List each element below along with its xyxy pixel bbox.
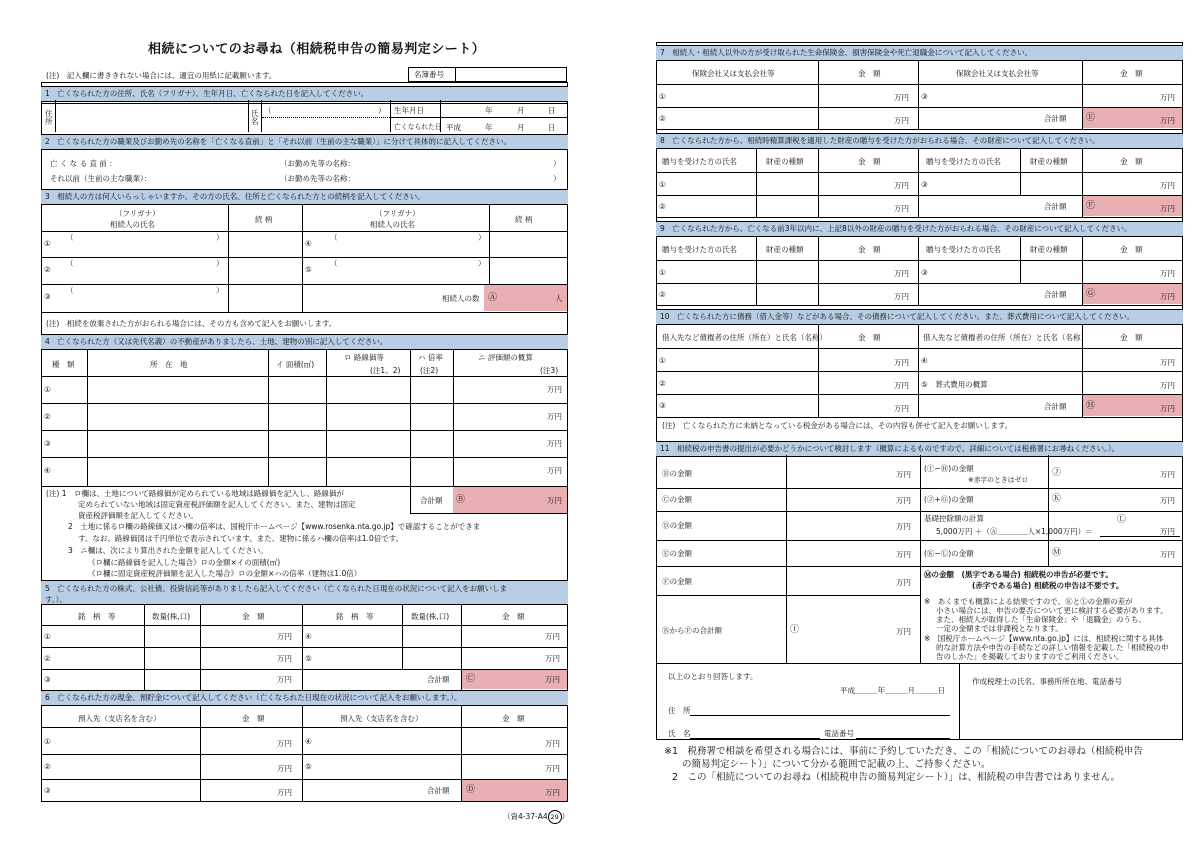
job-close-1: ） — [553, 159, 561, 168]
section7-header: 7 相続人・相続人以外の方が受け取られた生命保険金、損害保険金や死亡退職金について記入してください。 — [656, 45, 1183, 61]
re-note-1c: 資産税評価額を記入してください。 — [78, 511, 198, 520]
gift9-r3: ③ — [921, 268, 928, 277]
debt-note: (注) 亡くなられた方に未納となっている税金がある場合には、その内容も併せて記入をお願いします。 — [662, 421, 1013, 430]
re-row-2-num: ② — [44, 412, 51, 421]
heir-row-2-num: ② — [44, 265, 51, 274]
col-type: 種 類 — [52, 360, 75, 369]
re-row-4-num: ④ — [44, 466, 51, 475]
debt-r2: ② — [659, 379, 666, 388]
calc-note-7: 告のしかた」を掲載しておりますのでご利用ください。 — [936, 652, 1124, 661]
answer-address-line[interactable] — [690, 715, 950, 716]
calc-d-label: Ⓓの金額 — [662, 521, 692, 530]
birth-day: 日 — [548, 106, 556, 115]
gift8-r3: ③ — [921, 180, 928, 189]
col-route-note: (注1、2) — [370, 366, 401, 375]
section8-header: 8 亡くなられた方から、相続時精算課税を適用した財産の贈与を受けた方がおられる場合、その財産について記入してください。 — [656, 133, 1183, 149]
stock-col-amt-2: 金 額 — [502, 612, 525, 621]
re-note-3b: 《ロ欄に固定資産税評価額を記入した場合》ロの金額×ハの倍率（建物は1.0倍） — [88, 569, 362, 578]
calc-k-l-label: (Ⓚ−Ⓛ)の金額 — [924, 549, 974, 558]
gift9-r2: ② — [659, 290, 666, 299]
gift8-col-2: 贈与を受けた方の氏名 — [926, 157, 1001, 166]
section6-header: 6 亡くなられた方の現金、預貯金について記入してください（亡くなられた日現在の状況について記入をお願いします。）。 — [41, 690, 568, 706]
mark-h: Ⓗ — [1086, 401, 1096, 411]
debt-r1: ① — [659, 356, 666, 365]
gift9-col-kind-2: 財産の種類 — [1030, 245, 1068, 254]
answer-name-line[interactable] — [690, 738, 820, 739]
debt-u5: 万円 — [1160, 381, 1175, 390]
debt-total-unit: 万円 — [1160, 404, 1175, 413]
form-title: 相続についてのお尋ね（相続税申告の簡易判定シート） — [148, 42, 486, 57]
answer-phone-label: 電話番号 — [824, 729, 854, 738]
deceased-name-field[interactable] — [262, 117, 390, 131]
gift9-u1: 万円 — [894, 269, 909, 278]
calc-sum-label: ⒷからⒻの合計額 — [662, 626, 722, 635]
debt-r3: ③ — [659, 401, 666, 410]
right-page — [600, 0, 1203, 857]
calc-u-b: 万円 — [896, 470, 911, 479]
relation-header-1: 続 柄 — [255, 215, 273, 224]
answer-date: 平成＿＿＿年＿＿＿月＿＿＿日 — [840, 686, 945, 695]
mark-k: Ⓚ — [1052, 494, 1062, 504]
re-note-3a: 《ロ欄に路線価を記入した場合》ロの金額×イの面積(㎡) — [88, 558, 281, 567]
death-month: 月 — [517, 123, 525, 132]
stock-r3: ③ — [44, 675, 51, 684]
gift9-u3: 万円 — [1160, 269, 1175, 278]
birth-label: 生年月日 — [394, 106, 424, 115]
gift8-total-label: 合計額 — [1044, 202, 1067, 211]
heir-p4: （ — [330, 233, 338, 242]
mark-c: Ⓒ — [466, 674, 476, 684]
section11-header: 11 相続税の申告書の提出が必要かどうかについて検討します（概算によるものですので、詳細については税務署にお尋ねください。）。 — [656, 441, 1183, 457]
col-route: ロ 路線価等 — [344, 353, 384, 362]
section4-header: 4 亡くなられた方（又は先代名義）の不動産がありましたら、土地、建物の別に記入してください。 — [41, 334, 568, 350]
stock-col-name-2: 銘 柄 等 — [336, 612, 374, 621]
gift9-col-amt-1: 金 額 — [858, 245, 881, 254]
calc-u-sum: 万円 — [896, 627, 911, 636]
re-note-1: (注) 1 ロ欄は、土地について路線価が定められている地域は路線価を記入し、路線価が — [46, 489, 344, 498]
debt-u3: 万円 — [894, 404, 909, 413]
address-label: 住所 — [45, 109, 53, 126]
col-value: ニ 評価額の概算 — [478, 353, 533, 362]
bank-total-unit: 万円 — [545, 788, 560, 797]
footnote-1b: の簡易判定シート）」について分かる範囲で記載の上、ご持参ください。 — [682, 759, 991, 770]
stock-u4: 万円 — [545, 632, 560, 641]
stock-total-unit: 万円 — [545, 675, 560, 684]
page-ref-text: （資4-37-A4 — [503, 812, 548, 821]
gift8-col-amt-1: 金 額 — [858, 157, 881, 166]
job-close-2: ） — [553, 174, 561, 183]
col-ratio-note: (注2) — [420, 366, 439, 375]
ins-col-amt-2: 金 額 — [1120, 69, 1143, 78]
section1-header: 1 亡くなられた方の住所、氏名（フリガナ）、生年月日、亡くなられた日を記入してください。 — [41, 86, 568, 102]
gift8-u2: 万円 — [894, 204, 909, 213]
relation-header-2: 続 柄 — [515, 215, 533, 224]
heir-row-5-num: ⑤ — [305, 265, 312, 274]
section10-header: 10 亡くなられた方に債務（借入金等）などがある場合、その債務について記入してください。また、葬式費用について記入してください。 — [656, 309, 1183, 325]
calc-e-label: Ⓔの金額 — [662, 549, 692, 558]
section2-header: 2 亡くなられた方の職業及びお勤め先の名称を「亡くなる直前」と「それ以前（生前の主な職業）」に分けて具体的に記入してください。 — [41, 134, 568, 150]
mark-m: Ⓜ — [1052, 548, 1062, 558]
page-ref — [503, 810, 569, 824]
ins-r2: ② — [659, 114, 666, 123]
mark-l: Ⓛ — [1117, 515, 1127, 525]
answer-phone-line[interactable] — [856, 738, 950, 739]
bank-col-amt-1: 金 額 — [242, 714, 265, 723]
heir-name-header-2: 相続人の氏名 — [370, 220, 415, 229]
re-note-1b: 定められていない地域は固定資産税評価額を記入してください。また、建物は固定 — [78, 500, 356, 509]
section3-note: (注) 相続を放棄された方がおられる場合には、その方も含めて記入をお願いします。 — [46, 319, 337, 328]
re-row-3-num: ③ — [44, 439, 51, 448]
bank-total-label: 合計額 — [427, 786, 450, 795]
bank-r4: ④ — [305, 737, 312, 746]
stock-total-label: 合計額 — [427, 675, 450, 684]
re-total-label: 合計額 — [420, 496, 443, 505]
mark-f: Ⓕ — [1086, 201, 1096, 211]
m-result-2: (赤字である場合) 相続税の申告は不要です。 — [972, 581, 1124, 590]
ins-u1: 万円 — [894, 93, 909, 102]
section5-header — [41, 580, 568, 605]
heir-p5c: ） — [478, 259, 486, 268]
section5-header-text2: す。）。 — [45, 595, 67, 604]
bank-u4: 万円 — [545, 739, 560, 748]
ins-total-label: 合計額 — [1044, 114, 1067, 123]
answer-address-label: 住 所 — [668, 706, 691, 715]
heir-p3: （ — [66, 286, 74, 295]
heir-row-1-num: ① — [44, 239, 51, 248]
ins-r3: ③ — [921, 92, 928, 101]
debt-total-label: 合計額 — [1044, 402, 1067, 411]
furigana-open: （ — [264, 106, 272, 115]
debt-u4: 万円 — [1160, 358, 1175, 367]
birth-year: 年 — [485, 106, 493, 115]
re-row-3-unit: 万円 — [547, 439, 562, 448]
mark-a: Ⓐ — [488, 293, 498, 303]
calc-note-1: ※ あくまでも概算による結果ですので、ⓀとⓁの金額の差が — [924, 597, 1133, 606]
answer-text: 以上のとおり回答します。 — [668, 672, 758, 681]
bank-u3: 万円 — [277, 788, 292, 797]
re-total-unit: 万円 — [547, 496, 562, 505]
calc-note-2: 小さい場合には、申告の要否について更に検討する必要があります。 — [936, 606, 1168, 615]
death-label: 亡くなられた日 — [394, 123, 442, 131]
funeral-label: ⑤ 葬式費用の概算 — [921, 380, 988, 389]
footnote-1: ※1 税務署で相談を希望される場合には、事前に予約していただき、この「相続についてのお尋ね（相続税申告 — [664, 746, 1143, 757]
debt-col-2: 借入先など債権者の住所（所在）と氏名（名称） — [923, 333, 1088, 342]
birth-month: 月 — [517, 106, 525, 115]
stock-r5: ⑤ — [305, 654, 312, 663]
heir-furigana-1: （フリガナ） — [115, 209, 160, 218]
section3-header: 3 相続人の方は何人いらっしゃいますか。その方の氏名、住所と亡くなられた方との続柄を記入してください。 — [41, 189, 568, 205]
heir-p1c: ） — [216, 233, 224, 242]
calc-f-label: Ⓕの金額 — [662, 577, 692, 586]
death-year: 年 — [485, 123, 493, 132]
calc-note-5: ※ 国税庁ホームページ【www.nta.go.jp】には、相続税に関する具体 — [924, 634, 1164, 643]
gift9-col-amt-2: 金 額 — [1120, 245, 1143, 254]
bank-u5: 万円 — [545, 764, 560, 773]
calc-u-d: 万円 — [896, 522, 911, 531]
debt-r4: ④ — [921, 356, 928, 365]
col-location: 所 在 地 — [150, 360, 188, 369]
name-number-label: 名簿番号 — [414, 70, 444, 79]
bank-r1: ① — [44, 737, 51, 746]
heir-p3c: ） — [216, 286, 224, 295]
debt-col-amt-1: 金 額 — [858, 333, 881, 342]
stock-u5: 万円 — [545, 654, 560, 663]
bank-col-amt-2: 金 額 — [502, 714, 525, 723]
job-before-label: それ以前（生前の主な職業）： — [50, 174, 152, 183]
heir-p2c: ） — [216, 259, 224, 268]
job-employer-1: （お勤め先等の名称： — [280, 159, 355, 168]
ins-total-unit: 万円 — [1160, 116, 1175, 125]
stock-r4: ④ — [305, 632, 312, 641]
calc-c-label: Ⓒの金額 — [662, 495, 692, 504]
debt-u2: 万円 — [894, 381, 909, 390]
re-row-2-unit: 万円 — [547, 412, 562, 421]
section9-header: 9 亡くなられた方から、亡くなる前3年以内に、上記8以外の財産の贈与を受けた方がおられる場合、その財産について記入してください。 — [656, 221, 1183, 237]
heir-count-unit: 人 — [555, 294, 563, 303]
gift9-total-label: 合計額 — [1044, 290, 1067, 299]
name-label: 氏名 — [251, 109, 259, 126]
ins-col-2: 保険会社又は支払会社等 — [956, 69, 1039, 78]
stock-col-qty-1: 数量(株,口) — [152, 612, 191, 621]
heir-count-label: 相続人の数 — [442, 294, 480, 303]
ins-u3: 万円 — [1160, 93, 1175, 102]
calc-basic-label: 基礎控除額の計算 — [924, 514, 984, 523]
gift8-col-kind-2: 財産の種類 — [1030, 157, 1068, 166]
gift9-col-1: 贈与を受けた方の氏名 — [662, 245, 737, 254]
heir-row-4-num: ④ — [305, 239, 312, 248]
bank-col-1: 預入先（支店名を含む） — [78, 714, 161, 723]
mark-d: Ⓓ — [466, 785, 476, 795]
stock-u1: 万円 — [277, 632, 292, 641]
gift9-col-2: 贈与を受けた方の氏名 — [926, 245, 1001, 254]
re-row-1-unit: 万円 — [547, 385, 562, 394]
gift8-col-amt-2: 金 額 — [1120, 157, 1143, 166]
calc-j-g-label: (Ⓙ+Ⓖ)の金額 — [924, 495, 974, 504]
bank-r5: ⑤ — [305, 762, 312, 771]
mark-b: Ⓑ — [456, 495, 466, 505]
heir-p2: （ — [66, 259, 74, 268]
heir-name-header-1: 相続人の氏名 — [110, 220, 155, 229]
heir-p4c: ） — [478, 233, 486, 242]
heir-furigana-2: （フリガナ） — [375, 209, 420, 218]
section5-header-text: 5 亡くなられた方の株式、公社債、投資信託等がありましたら記入してください（亡くなられた日現在の状況について記入をお願いしま — [45, 584, 508, 593]
mark-i: Ⓘ — [790, 625, 800, 635]
job-employer-2: （お勤め先等の名称： — [280, 174, 355, 183]
gift8-total-unit: 万円 — [1160, 204, 1175, 213]
tax-accountant-label: 作成税理士の氏名、事務所所在地、電話番号 — [972, 677, 1122, 686]
re-note-3: 3 ニ欄は、次により算出された金額を記入してください。 — [68, 546, 268, 555]
stock-r2: ② — [44, 654, 51, 663]
gift8-col-1: 贈与を受けた方の氏名 — [662, 157, 737, 166]
calc-u-c: 万円 — [896, 496, 911, 505]
bank-r2: ② — [44, 762, 51, 771]
calc-i-h-note: ※赤字のときはゼロ — [968, 476, 1029, 484]
re-note-2b: す。なお、路線価図は千円単位で表示されています。また、建物に係るハ欄の倍率は1.0倍です。 — [78, 534, 404, 543]
debt-col-1: 借入先など債権者の住所（所在）と氏名（名称） — [662, 333, 827, 342]
gift8-u3: 万円 — [1160, 181, 1175, 190]
heir-row-3-num: ③ — [44, 292, 51, 301]
calc-note-3: また、相続人が取得した「生命保険金」や「退職金」のうち、 — [936, 615, 1146, 624]
mark-g: Ⓖ — [1086, 289, 1096, 299]
mark-j: Ⓙ — [1052, 468, 1062, 478]
stock-col-amt-1: 金 額 — [242, 612, 265, 621]
gift9-col-kind-1: 財産の種類 — [766, 245, 804, 254]
bank-u1: 万円 — [277, 739, 292, 748]
re-note-2: 2 土地に係るロ欄の路線価又はハ欄の倍率は、国税庁ホームページ【www.rosenka.nta.go.jp】で確認することができま — [68, 522, 481, 531]
gift9-r1: ① — [659, 268, 666, 277]
era-label: 平成 — [446, 123, 461, 132]
calc-b-label: Ⓑの金額 — [662, 469, 692, 478]
answer-name-label: 氏 名 — [668, 729, 691, 738]
stock-col-name-1: 銘 柄 等 — [78, 612, 116, 621]
m-result-1: Ⓜの金額 (黒字である場合) 相続税の申告が必要です。 — [924, 570, 1113, 579]
col-ratio: ハ 倍率 — [418, 353, 443, 362]
ins-col-amt-1: 金 額 — [858, 69, 881, 78]
calc-u-m: 万円 — [1160, 550, 1175, 559]
ins-col-1: 保険会社又は支払会社等 — [692, 69, 775, 78]
stock-r1: ① — [44, 632, 51, 641]
bank-col-2: 預入先（支店名を含む） — [340, 714, 423, 723]
bank-r3: ③ — [44, 786, 51, 795]
fill-note: (注) 記入欄に書ききれない場合には、適宜の用紙に記載願います。 — [46, 71, 277, 80]
furigana-close: ） — [378, 106, 386, 115]
debt-u1: 万円 — [894, 358, 909, 367]
stock-u2: 万円 — [277, 654, 292, 663]
calc-u-j: 万円 — [1160, 470, 1175, 479]
gift9-u2: 万円 — [894, 292, 909, 301]
calc-note-4: 一定の金額までは非課税となります。 — [936, 624, 1063, 633]
calc-basic-formula: 5,000万円 ＋（Ⓐ＿＿＿＿人×1,000万円）＝ — [936, 527, 1093, 536]
calc-u-l: 万円 — [1160, 527, 1175, 536]
mark-e: Ⓔ — [1086, 113, 1096, 123]
address-field[interactable] — [56, 101, 246, 131]
debt-col-amt-2: 金 額 — [1120, 333, 1143, 342]
left-page — [0, 0, 600, 857]
death-day: 日 — [548, 123, 556, 132]
stock-col-qty-2: 数量(株,口) — [411, 612, 450, 621]
calc-u-k: 万円 — [1160, 496, 1175, 505]
heir-p5: （ — [330, 259, 338, 268]
gift8-col-kind-1: 財産の種類 — [766, 157, 804, 166]
gift8-r1: ① — [659, 180, 666, 189]
gift8-r2: ② — [659, 202, 666, 211]
re-row-1-num: ① — [44, 385, 51, 394]
gift8-u1: 万円 — [894, 181, 909, 190]
col-area: イ 面積(㎡) — [276, 360, 315, 369]
footnote-2: 2 この「相続についてのお尋ね（相続税申告の簡易判定シート）」は、相続税の申告書ではありません。 — [672, 772, 1121, 783]
page-ref-close: ） — [561, 812, 570, 821]
gift9-total-unit: 万円 — [1160, 292, 1175, 301]
calc-u-e: 万円 — [896, 550, 911, 559]
re-row-4-unit: 万円 — [547, 466, 562, 475]
page-number: 29 — [548, 810, 562, 824]
ins-u2: 万円 — [894, 116, 909, 125]
ins-r1: ① — [659, 92, 666, 101]
calc-i-h-label: (Ⓘ−Ⓗ)の金額 — [924, 464, 974, 473]
calc-u-f: 万円 — [896, 578, 911, 587]
col-value-note: (注3) — [540, 366, 559, 375]
bank-u2: 万円 — [277, 764, 292, 773]
job-just-before-label: 亡 く な る 直 前 ： — [50, 159, 117, 168]
heir-p1: （ — [66, 233, 74, 242]
calc-note-6: 的な計算方法や申告の手続などの詳しい情報を記載した「相続税の申 — [936, 643, 1169, 652]
stock-u3: 万円 — [277, 675, 292, 684]
